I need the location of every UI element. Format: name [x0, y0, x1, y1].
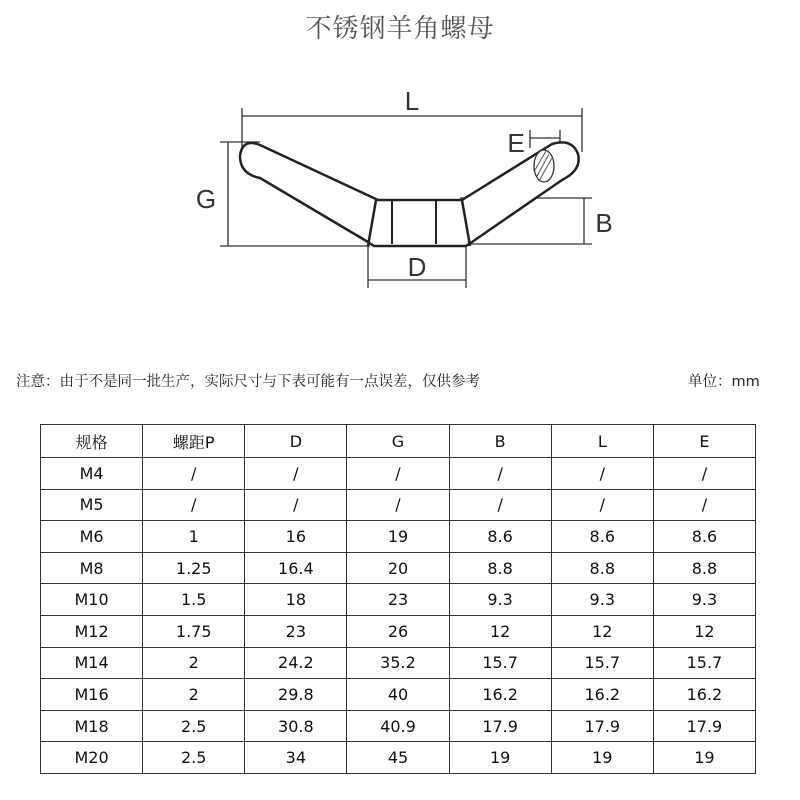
table-cell: 12 — [551, 615, 653, 647]
table-cell: 2 — [143, 647, 245, 679]
table-cell: 12 — [653, 615, 755, 647]
table-cell: 26 — [347, 615, 449, 647]
hatch-section — [534, 150, 554, 182]
table-body — [41, 458, 756, 774]
table-cell: 1.75 — [143, 615, 245, 647]
table-row — [41, 679, 756, 711]
table-cell: 1.25 — [143, 552, 245, 584]
table-cell: / — [551, 489, 653, 521]
label-b: B — [595, 208, 613, 238]
table-cell: 20 — [347, 552, 449, 584]
table-cell: 45 — [347, 742, 449, 774]
table-cell: 8.6 — [653, 521, 755, 553]
table-cell: 1.5 — [143, 584, 245, 616]
table-cell: 16 — [245, 521, 347, 553]
table-cell: 18 — [245, 584, 347, 616]
table-cell: 23 — [347, 584, 449, 616]
table-cell: 12 — [449, 615, 551, 647]
header-cell: B — [449, 425, 551, 458]
table-cell: 16.4 — [245, 552, 347, 584]
table-cell: 9.3 — [551, 584, 653, 616]
table-row — [41, 552, 756, 584]
disclaimer-note: 注意：由于不是同一批生产，实际尺寸与下表可能有一点误差，仅供参考 — [16, 374, 480, 390]
table-cell: / — [449, 489, 551, 521]
header-cell: 规格 — [41, 425, 143, 458]
table-row — [41, 710, 756, 742]
spec-size-cell: M14 — [41, 647, 143, 679]
table-cell: 8.6 — [449, 521, 551, 553]
table-cell: 40 — [347, 679, 449, 711]
table-cell: 15.7 — [551, 647, 653, 679]
table-cell: 19 — [653, 742, 755, 774]
table-cell: 16.2 — [449, 679, 551, 711]
table-cell: / — [653, 458, 755, 490]
table-cell: / — [449, 458, 551, 490]
spec-size-cell: M5 — [41, 489, 143, 521]
table-cell: 2.5 — [143, 710, 245, 742]
spec-size-cell: M8 — [41, 552, 143, 584]
table-cell: 17.9 — [551, 710, 653, 742]
table-cell: 19 — [449, 742, 551, 774]
spec-size-cell: M20 — [41, 742, 143, 774]
table-row — [41, 647, 756, 679]
wing-nut-shape — [240, 142, 579, 246]
table-cell: 15.7 — [653, 647, 755, 679]
table-cell: 15.7 — [449, 647, 551, 679]
table-cell: / — [245, 458, 347, 490]
spec-size-cell: M4 — [41, 458, 143, 490]
table-row — [41, 489, 756, 521]
spec-size-cell: M18 — [41, 710, 143, 742]
table-cell: 2.5 — [143, 742, 245, 774]
table-cell: 35.2 — [347, 647, 449, 679]
table-cell: 8.6 — [551, 521, 653, 553]
table-row — [41, 521, 756, 553]
table-cell: / — [245, 489, 347, 521]
header-cell: G — [347, 425, 449, 458]
table-cell: 19 — [551, 742, 653, 774]
table-cell: 17.9 — [653, 710, 755, 742]
table-cell: / — [347, 489, 449, 521]
table-cell: 16.2 — [653, 679, 755, 711]
label-l: L — [404, 92, 420, 116]
table-cell: / — [143, 489, 245, 521]
label-g: G — [195, 184, 217, 214]
table-cell: 2 — [143, 679, 245, 711]
table-cell: 9.3 — [449, 584, 551, 616]
wing-nut-diagram — [180, 92, 620, 302]
spec-size-cell: M6 — [41, 521, 143, 553]
table-cell: 8.8 — [449, 552, 551, 584]
table-cell: 17.9 — [449, 710, 551, 742]
table-cell: 30.8 — [245, 710, 347, 742]
table-cell: 9.3 — [653, 584, 755, 616]
table-cell: 34 — [245, 742, 347, 774]
table-cell: / — [551, 458, 653, 490]
header-cell: D — [245, 425, 347, 458]
spec-size-cell: M12 — [41, 615, 143, 647]
table-row — [41, 584, 756, 616]
table-row — [41, 615, 756, 647]
unit-label: 单位：mm — [688, 374, 760, 390]
spec-size-cell: M16 — [41, 679, 143, 711]
table-cell: 8.8 — [551, 552, 653, 584]
label-e: E — [507, 128, 525, 158]
table-cell: / — [347, 458, 449, 490]
spec-table — [40, 424, 756, 774]
spec-size-cell: M10 — [41, 584, 143, 616]
table-header-row — [41, 425, 756, 458]
table-cell: 16.2 — [551, 679, 653, 711]
table-cell: / — [653, 489, 755, 521]
table-row — [41, 458, 756, 490]
table-cell: 40.9 — [347, 710, 449, 742]
table-cell: / — [143, 458, 245, 490]
table-cell: 29.8 — [245, 679, 347, 711]
table-cell: 8.8 — [653, 552, 755, 584]
table-cell: 1 — [143, 521, 245, 553]
header-cell: 螺距P — [143, 425, 245, 458]
table-cell: 19 — [347, 521, 449, 553]
label-d: D — [407, 252, 427, 282]
header-cell: L — [551, 425, 653, 458]
page-title: 不锈钢羊角螺母 — [305, 14, 495, 44]
table-row — [41, 742, 756, 774]
header-cell: E — [653, 425, 755, 458]
table-cell: 23 — [245, 615, 347, 647]
table-cell: 24.2 — [245, 647, 347, 679]
